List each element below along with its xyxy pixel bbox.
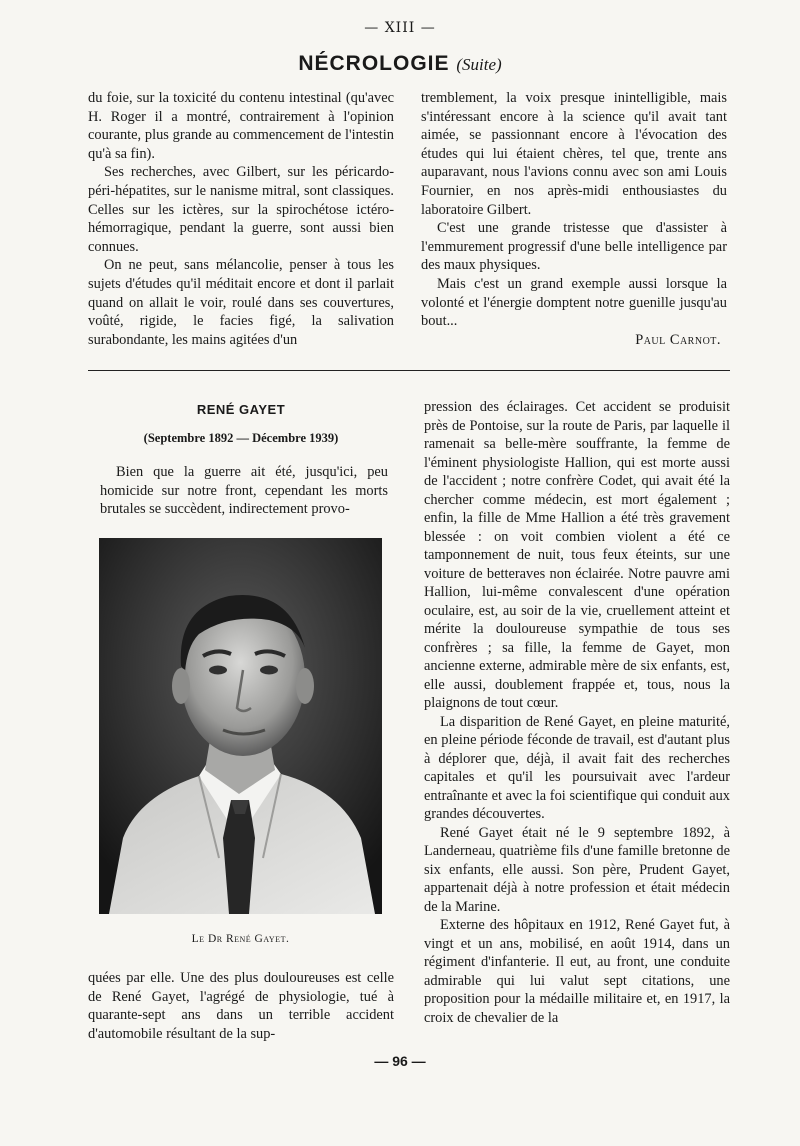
previous-article-right-column: [421, 89, 727, 349]
paragraph: du foie, sur la toxicité du contenu intestinal (qu'avec H. Roger il a montré, contrairement à l'opinion courante, plus grande au commencement de l'intestin qu'à sa fin).: [88, 90, 394, 162]
paragraph: On ne peut, sans mélancolie, penser à tous les sujets d'études qu'il méditait encore et dont il parlait quand on allait le voir, roulé dans ses couvertures, voûté, rigide, le facies figé, la salivation surabondante, les mains agitées d'un: [88, 257, 394, 348]
obituary-continuation: [88, 969, 394, 1043]
obituary-intro: [100, 463, 388, 519]
previous-article-left-column: [88, 89, 394, 349]
paragraph: C'est une grande tristesse que d'assister à l'emmurement progressif d'une belle intelligence par des maux physiques.: [421, 220, 727, 274]
section-title: NÉCROLOGIE: [298, 52, 450, 75]
article-divider: [88, 370, 730, 371]
paragraph: Ses recherches, avec Gilbert, sur les péricardo-péri-hépatites, sur le nanisme mitral, sont classiques. Celles sur les ictères, sur la spirochétose ictéro-hémorragique, pendant la guerre, sont aussi bien connues.: [88, 164, 394, 255]
paragraph: pression des éclairages. Cet accident se produisit près de Pontoise, sur la route de Paris, par laquelle il ramenait sa belle-mère souffrante, la femme de l'éminent physiologiste Hallion, qui est morte aussi de l'accident ; notre confrère Codet, qui avait été la chercher comme médecin, est mort également ; enfin, la fille de Mme Hallion a été très gravement blessée : on voit combien violent a été ce tamponnement de nuit, tous feux éteints, sur une voiture de betteraves non éclairée. Notre pauvre ami Hallion, lui-même convalescent d'une opération oculaire, est, au soir de la vie, cruellement atteint et mérite la douloureuse sympathie de tous ses confrères ; sa fille, la femme de Gayet, mon ancienne externe, admirable mère de six enfants, est, elle aussi, doublement frappée et, tous, nous la plaignons de tout cœur.: [424, 399, 730, 711]
paragraph: René Gayet était né le 9 septembre 1892, à Landerneau, quatrième fils d'une famille bretonne de six enfants, elle aussi. Son père, Prudent Gayet, appartenait déjà à notre profession et était médecin de la Marine.: [424, 824, 730, 915]
paragraph: tremblement, la voix presque inintelligible, mais s'intéressant encore à la science qu'il avait tant aimée, se passionnant encore à l'évocation des études qui lui étaient chères, tel que, trente ans auparavant, nous l'avions connu avec son ami Louis Fournier, en nos après-midi enthousiastes du laboratoire Gilbert.: [421, 90, 727, 218]
paragraph: La disparition de René Gayet, en pleine maturité, en pleine période féconde de travail, est d'autant plus à déplorer que, déjà, il avait fait des recherches capitales et qu'il les poursuivait avec l'ardeur entraînante et avec la foi scientifique qui conduit aux grandes découvertes.: [424, 713, 730, 822]
paragraph: quées par elle. Une des plus douloureuses est celle de René Gayet, l'agrégé de physiologie, tué à quarante-sept ans dans un terrible accident d'automobile résultant de la sup-: [88, 970, 394, 1042]
portrait-illustration: [99, 538, 382, 914]
paragraph: Bien que la guerre ait été, jusqu'ici, peu homicide sur notre front, cependant les morts brutales se succèdent, indirectement provo-: [100, 464, 388, 518]
photo-caption: Le Dr René Gayet.: [191, 933, 290, 945]
obituary-title: RENÉ GAYET: [196, 402, 286, 417]
portrait-photo: [99, 538, 382, 914]
section-suffix: (Suite): [456, 55, 502, 74]
paragraph: Externe des hôpitaux en 1912, René Gayet fut, à vingt et un ans, mobilisé, en août 1914, dans un régiment d'infanterie. Il eut, au front, une conduite admirable qui lui valut sept citations, une proposition pour la médaille militaire et, en 1917, la croix de chevalier de la: [424, 917, 730, 1026]
roman-page-number: — XIII —: [364, 20, 436, 36]
author-signature: Paul Carnot.: [635, 331, 721, 348]
obituary-right-column: [424, 398, 730, 1027]
section-heading: [0, 52, 800, 76]
obituary-dates: (Septembre 1892 — Décembre 1939): [143, 431, 339, 445]
page-number: — 96 —: [374, 1053, 426, 1069]
paragraph: Mais c'est un grand exemple aussi lorsque la volonté et l'énergie domptent notre guenille jusqu'au bout...: [421, 275, 727, 330]
